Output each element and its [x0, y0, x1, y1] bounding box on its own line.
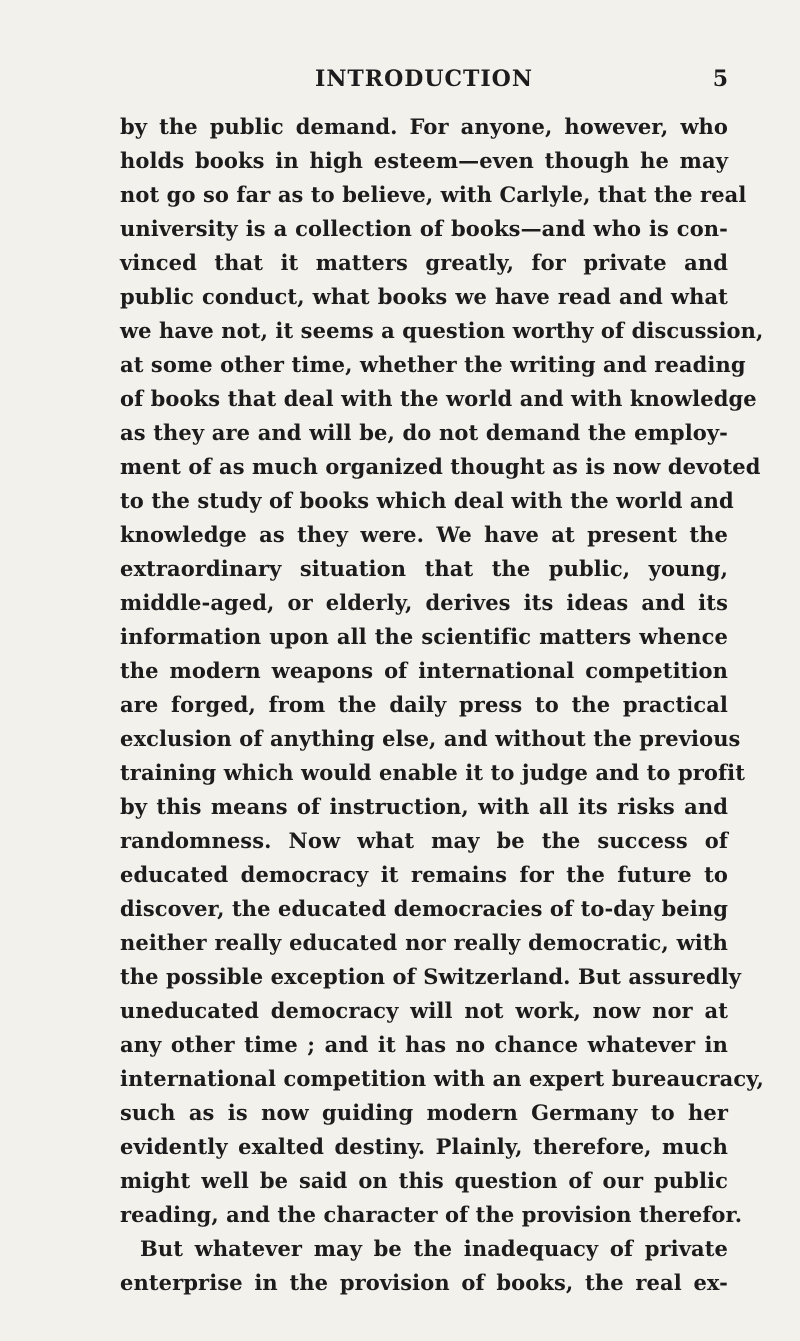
text-line: not go so far as to believe, with Carlyle, that the real — [120, 182, 747, 207]
text-line: But whatever may be the inadequacy of private — [140, 1236, 728, 1261]
body-text — [120, 110, 764, 1300]
page-number: 5 — [712, 66, 728, 92]
text-line: as they are and will be, do not demand the employ- — [120, 420, 728, 445]
text-line: we have not, it seems a question worthy of discussion, — [120, 318, 764, 343]
text-line: are forged, from the daily press to the practical — [120, 692, 728, 717]
text-line: at some other time, whether the writing and reading — [120, 352, 746, 377]
text-line: reading, and the character of the provision therefor. — [120, 1202, 743, 1227]
text-line: exclusion of anything else, and without the previous — [120, 726, 741, 751]
text-line: such as is now guiding modern Germany to her — [120, 1100, 728, 1125]
text-line: uneducated democracy will not work, now nor at — [120, 998, 728, 1023]
text-line: training which would enable it to judge and to profit — [120, 760, 746, 785]
text-line: evidently exalted destiny. Plainly, therefore, much — [120, 1134, 728, 1159]
text-line: by this means of instruction, with all its risks and — [120, 794, 728, 819]
text-line: educated democracy it remains for the future to — [120, 862, 728, 887]
text-line: holds books in high esteem—even though he may — [120, 148, 728, 173]
text-line: might well be said on this question of our public — [120, 1168, 728, 1193]
text-line: public conduct, what books we have read and what — [120, 284, 728, 309]
text-line: discover, the educated democracies of to-day being — [120, 896, 728, 921]
text-line: information upon all the scientific matters whence — [120, 624, 728, 649]
text-line: enterprise in the provision of books, the real ex- — [120, 1270, 728, 1295]
text-line: knowledge as they were. We have at present the — [120, 522, 728, 547]
text-line: middle-aged, or elderly, derives its ideas and its — [120, 590, 728, 615]
text-line: to the study of books which deal with the world and — [120, 488, 734, 513]
text-line: extraordinary situation that the public, young, — [120, 556, 728, 581]
text-line: by the public demand. For anyone, however, who — [120, 114, 728, 139]
running-title: INTRODUCTION — [315, 66, 533, 92]
text-line: neither really educated nor really democratic, with — [120, 930, 728, 955]
text-line: randomness. Now what may be the success of — [120, 828, 728, 853]
text-line: ment of as much organized thought as is now devoted — [120, 454, 761, 479]
text-line: any other time ; and it has no chance whatever in — [120, 1032, 728, 1057]
text-line: international competition with an expert bureaucracy, — [120, 1066, 764, 1091]
text-line: vinced that it matters greatly, for private and — [120, 250, 728, 275]
text-line: of books that deal with the world and with knowledge — [120, 386, 757, 411]
text-line: university is a collection of books—and who is con- — [120, 216, 728, 241]
running-head — [120, 66, 728, 94]
text-line: the modern weapons of international competition — [120, 658, 728, 683]
text-line: the possible exception of Switzerland. But assuredly — [120, 964, 742, 989]
